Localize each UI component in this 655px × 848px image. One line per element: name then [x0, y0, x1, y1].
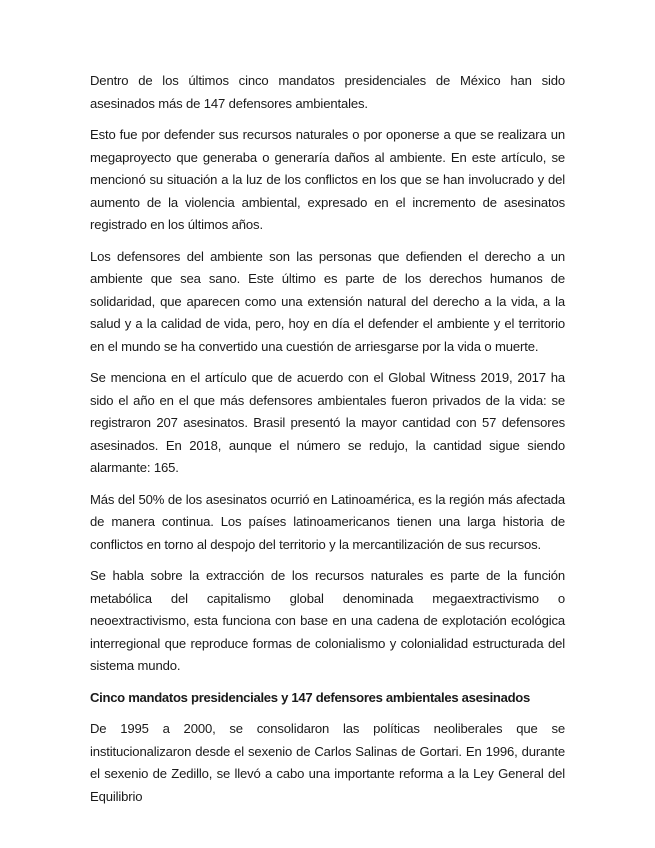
paragraph-global-witness: Se menciona en el artículo que de acuerdo con el Global Witness 2019, 2017 ha sido el año en el que más defensores ambientales fueron privados de la vida: se registraron 207 asesinatos. Brasil presentó la mayor cantidad con 57 defensores asesinados. En 2018, aunque el número se redujo, la cantidad sigue siendo alarmante: 165.: [90, 370, 565, 475]
paragraph-latinoamerica: Más del 50% de los asesinatos ocurrió en Latinoamérica, es la región más afectada de manera continua. Los países latinoamericanos tienen una larga historia de conflictos en torno al despojo del territorio y la mercantilización de sus recursos.: [90, 491, 565, 552]
section-heading: Cinco mandatos presidenciales y 147 defensores ambientales asesinados: [90, 689, 530, 705]
document-page: [90, 70, 565, 817]
paragraph-intro: Dentro de los últimos cinco mandatos presidenciales de México han sido asesinados más de 147 defensores ambientales.: [90, 73, 565, 111]
paragraph-extractivismo: Se habla sobre la extracción de los recursos naturales es parte de la función metabólica del capitalismo global denominada megaextractivismo o neoextractivismo, esta funciona con base en una cadena de explotación ecológica interregional que reproduce formas de colonialismo y colonialidad estructurada del sistema mundo.: [90, 568, 565, 673]
paragraph-defensores: Los defensores del ambiente son las personas que defienden el derecho a un ambiente que sea sano. Este último es parte de los derechos humanos de solidaridad, que aparecen como una extensión natural del derecho a la vida, a la salud y a la calidad de vida, pero, hoy en día el defender el ambiente y el territorio en el mundo se ha convertido una cuestión de arriesgarse por la vida o muerte.: [90, 248, 565, 354]
paragraph-neoliberal: De 1995 a 2000, se consolidaron las políticas neoliberales que se institucionalizaron desde el sexenio de Carlos Salinas de Gortari. En 1996, durante el sexenio de Zedillo, se llevó a cabo una importante reforma a la Ley General del Equilibrio: [90, 721, 565, 804]
paragraph-recursos: Esto fue por defender sus recursos naturales o por oponerse a que se realizara un megaproyecto que generaba o generaría daños al ambiente. En este artículo, se mencionó su situación a la luz de los conflictos en los que se han involucrado y del aumento de la violencia ambiental, expresado en el incremento de asesinatos registrado en los últimos años.: [90, 127, 565, 232]
